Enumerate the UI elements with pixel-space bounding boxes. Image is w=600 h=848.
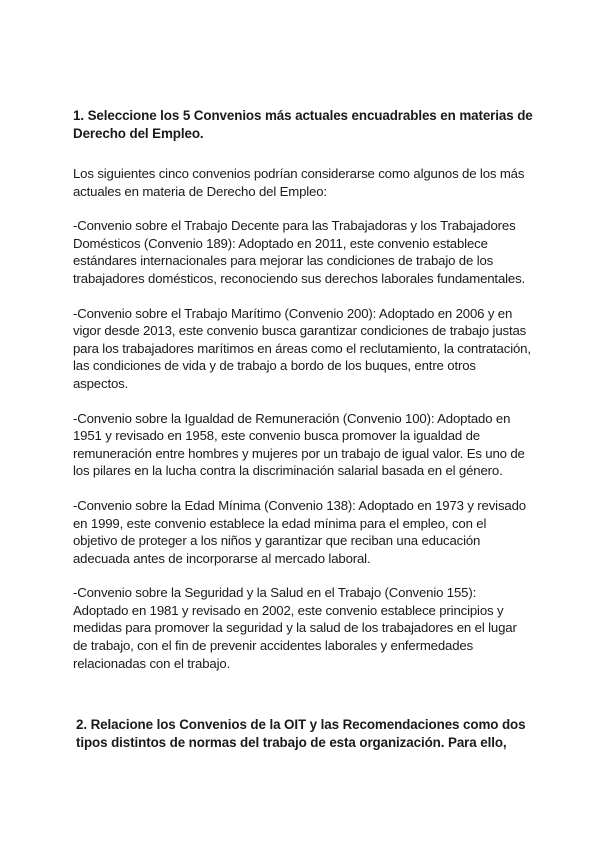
section-1-heading: 1. Seleccione los 5 Convenios más actuales encuadrables en materias de Derecho del Empleo. bbox=[73, 108, 533, 141]
convenio-200-paragraph: -Convenio sobre el Trabajo Marítimo (Convenio 200): Adoptado en 2006 y en vigor desde 2013, este convenio busca garantizar condiciones de trabajo justas para los trabajadores marítimos en áreas como el reclutamiento, la contratación, las condiciones de vida y de trabajo a bordo de los buques, entre otros aspectos. bbox=[73, 305, 531, 391]
page-content bbox=[73, 107, 533, 752]
convenio-189-paragraph: -Convenio sobre el Trabajo Decente para las Trabajadoras y los Trabajadores Domésticos (Convenio 189): Adoptado en 2011, este convenio establece estándares internacionales para mejorar las condiciones de trabajo de los trabajadores domésticos, reconociendo sus derechos laborales fundamentales. bbox=[73, 218, 526, 286]
section-1-intro: Los siguientes cinco convenios podrían considerarse como algunos de los más actuales en materia de Derecho del Empleo: bbox=[73, 166, 525, 199]
convenio-138-paragraph: -Convenio sobre la Edad Mínima (Convenio 138): Adoptado en 1973 y revisado en 1999, este convenio establece la edad mínima para el empleo, con el objetivo de proteger a los niños y garantizar que reciban una educación adecuada antes de incorporarse al mercado laboral. bbox=[73, 497, 526, 566]
convenio-100-paragraph: -Convenio sobre la Igualdad de Remuneración (Convenio 100): Adoptado en 1951 y revisado en 1958, este convenio busca promover la igualdad de remuneración entre hombres y mujeres por un trabajo de igual valor. Es uno de los pilares en la lucha contra la discriminación salarial basada en el género. bbox=[73, 410, 525, 479]
convenio-155-paragraph: -Convenio sobre la Seguridad y la Salud en el Trabajo (Convenio 155): Adoptado en 1981 y revisado en 2002, este convenio establece principios y medidas para promover la seguridad y la salud de los trabajadores en el lugar de trabajo, con el fin de prevenir accidentes laborales y enfermedades relacionadas con el trabajo. bbox=[73, 585, 517, 671]
section-2-heading: 2. Relacione los Convenios de la OIT y las Recomendaciones como dos tipos distintos de normas del trabajo de esta organización. Para ello, bbox=[76, 717, 526, 751]
